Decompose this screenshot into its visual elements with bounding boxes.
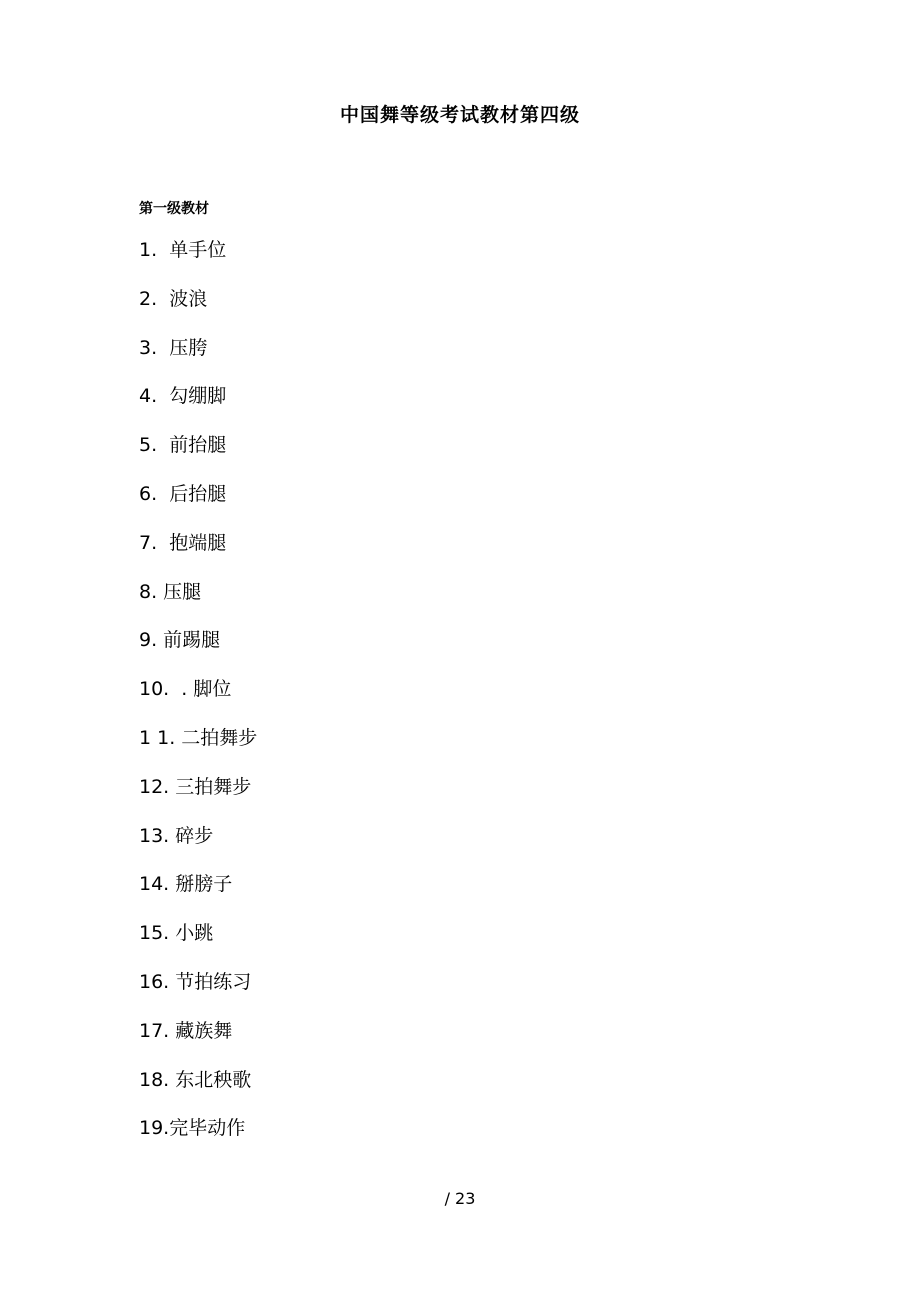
list-item: 8. 压腿: [139, 580, 202, 603]
page-title: 中国舞等级考试教材第四级: [339, 104, 580, 126]
list-item: 9. 前踢腿: [139, 629, 221, 652]
list-item: 4. 勾绷脚: [139, 385, 227, 408]
list-item: 2. 波浪: [139, 287, 208, 310]
list-item: 1 1. 二拍舞步: [139, 726, 258, 749]
list-item: 17. 藏族舞: [139, 1019, 233, 1042]
list-item: 14. 掰膀子: [139, 873, 233, 896]
list-item: 12. 三拍舞步: [139, 775, 252, 798]
list-item: 6. 后抬腿: [139, 482, 227, 505]
list-item: 7. 抱端腿: [139, 531, 227, 554]
page-number: / 23: [444, 1189, 476, 1208]
item-list: [139, 236, 257, 1163]
section-heading: 第一级教材: [139, 201, 209, 217]
list-item: 1. 单手位: [139, 239, 227, 261]
list-item: 3. 压胯: [139, 336, 208, 359]
list-item: 15. 小跳: [139, 922, 214, 945]
list-item: 5. 前抬腿: [139, 434, 227, 457]
list-item: 13. 碎步: [139, 824, 214, 847]
list-item: 10. . 脚位: [139, 678, 232, 701]
list-item: 19.完毕动作: [139, 1117, 246, 1140]
list-item: 16. 节拍练习: [139, 970, 252, 993]
list-item: 18. 东北秧歌: [139, 1068, 252, 1091]
